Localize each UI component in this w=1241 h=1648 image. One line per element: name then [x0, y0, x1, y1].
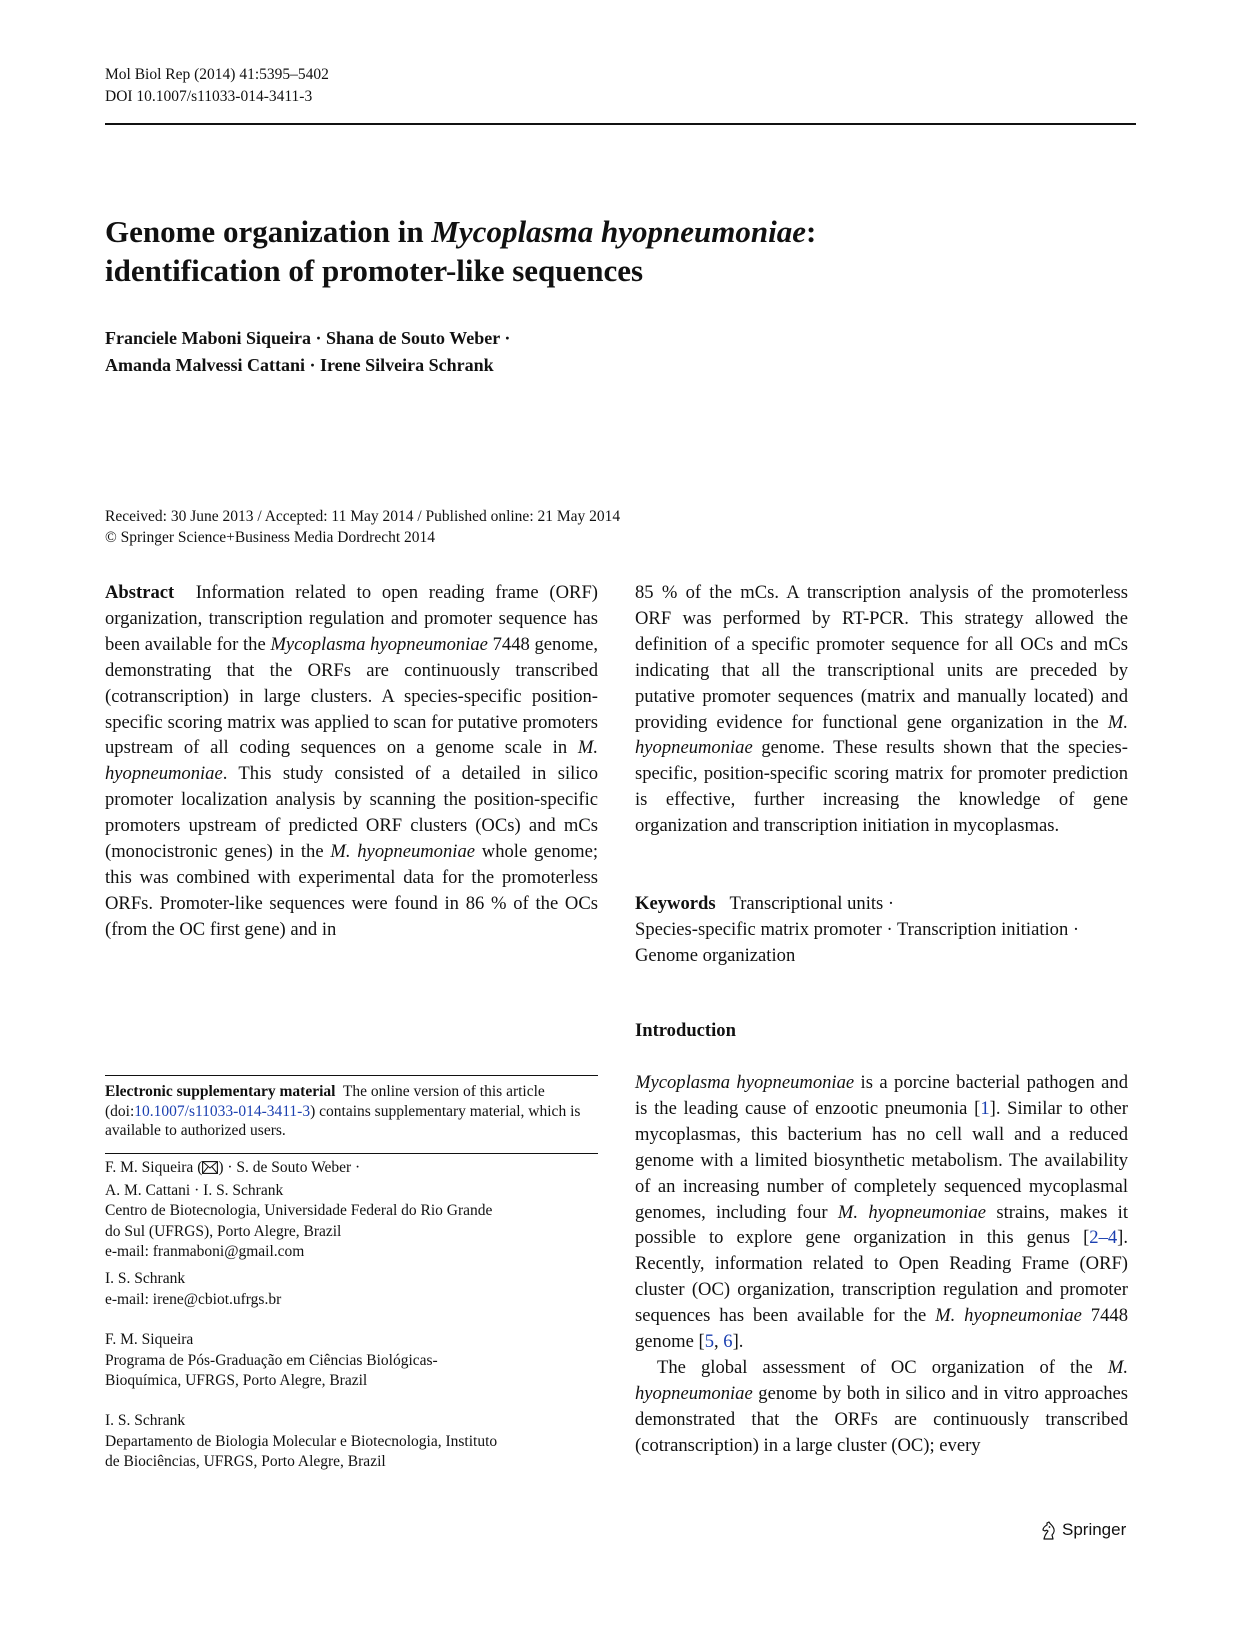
ref-link-5[interactable]: 5 [704, 1331, 714, 1353]
envelope-icon [202, 1160, 218, 1181]
ref-link-2-4[interactable]: 2–4 [1089, 1227, 1118, 1249]
intro-paragraph-1: Mycoplasma hyopneumoniae is a porcine bacterial pathogen and is the leading cause of enzootic pneumonia [1]. Similar to other mycoplasmas, this bacterium has no cell wall and a reduced genome with a limited biosynthetic metabolism. The availability of an increasing number of completely sequenced mycoplasmal genomes, including four M. hyopneumoniae strains, makes it possible to explore gene organization in this genus [2–4]. Recently, information related to Open Reading Frame (ORF) cluster (OC) organization, transcription regulation and promoter sequences has been available for the M. hyopneumoniae 7448 genome [5, 6]. [635, 1072, 1128, 1353]
abstract-label: Abstract [105, 582, 175, 603]
title-species: Mycoplasma hyopneumoniae [431, 214, 806, 249]
keywords: Keywords Transcriptional units · Species-specific matrix promoter · Transcription initiation · Genome organization [635, 893, 1080, 966]
intro-paragraph-2: The global assessment of OC organization of the M. hyopneumoniae genome by both in silico and in vitro approaches demonstrated that the ORFs are continuously transcribed (cotranscription) in a large cluster (OC); every [635, 1356, 1128, 1456]
email-schrank: e-mail: irene@cbiot.ufrgs.br [105, 1290, 282, 1308]
journal-header [105, 64, 329, 108]
esm-rule [105, 1075, 598, 1076]
affiliation-block-3: F. M. Siqueira Programa de Pós-Graduação em Ciências Biológicas- Bioquímica, UFRGS, Porto Alegre, Brazil [105, 1331, 438, 1389]
abstract-right: 85 % of the mCs. A transcription analysis of the promoterless ORF was performed by RT-PCR. This strategy allowed the definition of a specific promoter sequence for all OCs and mCs indicating that all the transcriptional units are preceded by putative promoter sequences (matrix and manually located) and providing evidence for functional gene organization in the M. hyopneumoniae genome. These results shown that the species-specific, position-specific scoring matrix for promoter prediction is effective, further increasing the knowledge of gene organization and transcription initiation in mycoplasmas. [635, 582, 1128, 837]
publication-dates [105, 506, 620, 548]
springer-knight-icon [1040, 1520, 1057, 1540]
author-list [105, 325, 510, 379]
affiliation-rule [105, 1153, 598, 1154]
authors-line-2: Amanda Malvessi Cattani · Irene Silveira Schrank [105, 355, 494, 375]
esm-label: Electronic supplementary material [105, 1083, 336, 1100]
affiliation-block-4: I. S. Schrank Departamento de Biologia Molecular e Biotecnologia, Instituto de Biociências, UFRGS, Porto Alegre, Brazil [105, 1412, 498, 1470]
affiliation-block-1: F. M. Siqueira ( ) · S. de Souto Weber · A. M. Cattani · I. S. Schrank Centro de Biotecnologia, Universidade Federal do Rio Grande do Sul (UFRGS), Porto Alegre, Brazil e-mail: franmaboni@gmail.com [105, 1158, 598, 1263]
introduction-body [635, 1070, 1128, 1459]
abstract-left: Abstract Information related to open reading frame (ORF) organization, transcription regulation and promoter sequence has been available for the Mycoplasma hyopneumoniae 7448 genome, demonstrating that the ORFs are continuously transcribed (cotranscription) in large clusters. A species-specific position-specific scoring matrix was applied to scan for putative promoters upstream of all coding sequences on a genome scale in M. hyopneumoniae. This study consisted of a detailed in silico promoter localization analysis by scanning the position-specific promoters upstream of predicted ORF clusters (OCs) and mCs (monocistronic genes) in the M. hyopneumoniae whole genome; this was combined with experimental data for the promoterless ORFs. Promoter-like sequences were found in 86 % of the OCs (from the OC first gene) and in [105, 582, 603, 940]
journal-citation: Mol Biol Rep (2014) 41:5395–5402 [105, 66, 329, 83]
header-rule [105, 123, 1136, 125]
ref-link-1[interactable]: 1 [980, 1097, 990, 1119]
affiliation-block-2: I. S. Schrank e-mail: irene@cbiot.ufrgs.br [105, 1269, 598, 1310]
ref-link-6[interactable]: 6 [723, 1331, 733, 1353]
supplementary-note: Electronic supplementary material The online version of this article (doi:10.1007/s11033-014-3411-3) contains supplementary material, which is available to authorized users. [105, 1083, 581, 1139]
keywords-label: Keywords [635, 893, 716, 914]
copyright-line: © Springer Science+Business Media Dordrecht 2014 [105, 529, 436, 546]
article-title: Genome organization in Mycoplasma hyopneumoniae: identification of promoter-like sequences [105, 214, 817, 288]
introduction-heading: Introduction [635, 1020, 736, 1041]
publisher-logo [1040, 1520, 1126, 1540]
dates-line: Received: 30 June 2013 / Accepted: 11 May 2014 / Published online: 21 May 2014 [105, 508, 621, 525]
esm-doi-link[interactable]: 10.1007/s11033-014-3411-3 [134, 1102, 311, 1120]
email-siqueira: e-mail: franmaboni@gmail.com [105, 1243, 305, 1260]
publisher-name: Springer [1062, 1520, 1127, 1539]
authors-line-1: Franciele Maboni Siqueira · Shana de Souto Weber · [105, 328, 511, 348]
journal-doi: DOI 10.1007/s11033-014-3411-3 [105, 88, 313, 105]
